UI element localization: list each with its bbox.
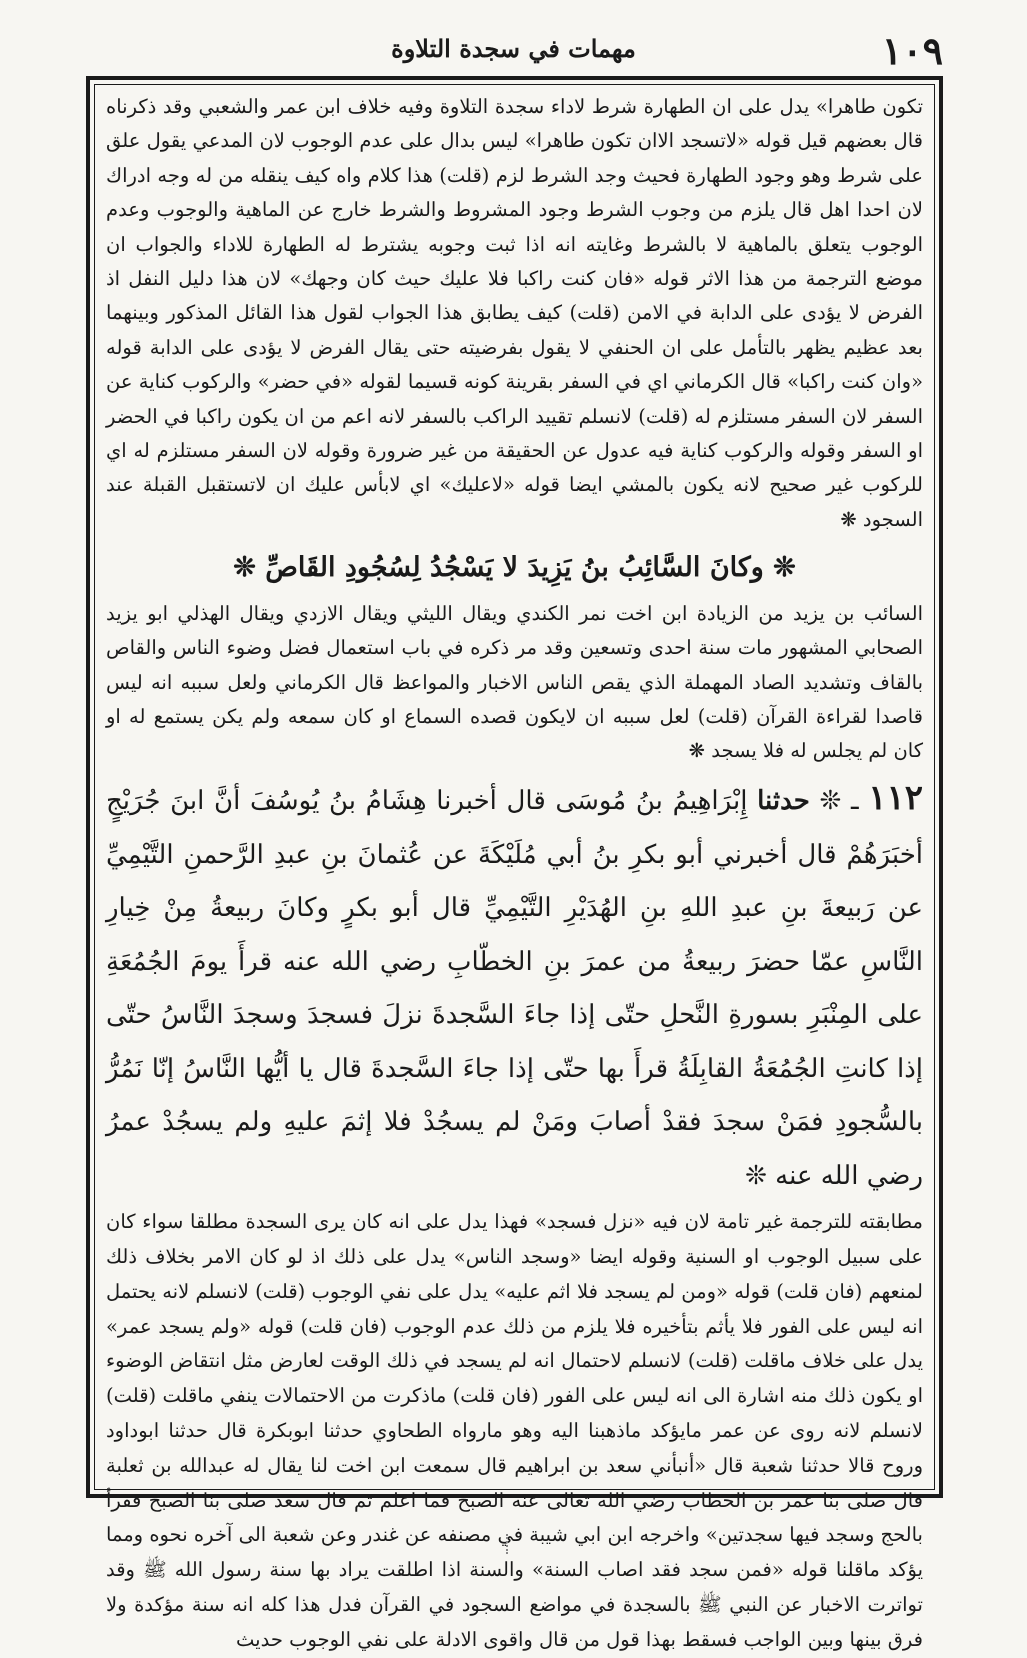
hadith-separator: ـ ❊: [809, 786, 859, 817]
commentary-paragraph-2: السائب بن يزيد من الزيادة ابن اخت نمر الكندي ويقال الليثي ويقال الازدي ويقال الهذلي ابو يزيد الصحابي المشهور مات سنة احدى وتسعين وقد مر ذكره في باب استعمال فضل وضوء الناس والقاص بالقاف وتشديد الصاد المهملة الذي يقص الناس الاخبار والمواعظ قال الكرماني ولعل سببه انه ليس قاصدا لقراءة القرآن (قلت) لعل سببه ان لايكون قصده السماع او كان سمعه ولم يكن يستمع له او كان لم يجلس له فلا يسجد ❋: [106, 602, 923, 763]
commentary-paragraph-3: مطابقته للترجمة غير تامة لان فيه «نزل فسجد» فهذا يدل على انه كان يرى السجدة مطلقا سواء كان على سبيل الوجوب او السنية وقوله ايضا «وسجد الناس» يدل على ذلك اذ لو كان الامر بخلاف ذلك لمنعهم (فان قلت) قوله «ومن لم يسجد فلا اثم عليه» يدل على نفي الوجوب (قلت) لانسلم لانه يحتمل انه ليس على الفور فلا يأثم بتأخيره فلا يلزم من ذلك عدم الوجوب (فان قلت) قوله «ولم يسجد عمر» يدل على خلاف ماقلت (قلت) لانسلم لاحتمال انه لم يسجد في ذلك الوقت لعارض مثل انتقاض الوضوء او يكون ذلك منه اشارة الى انه ليس على الفور (فان قلت) ماذكرت من الاحتمالات ينفي ماقلت (قلت) لانسلم لانه روى عن عمر مايؤكد ماذهبنا اليه وهو مارواه الطحاوي حدثنا ابوبكرة قال حدثنا ابوداود وروح قالا حدثنا شعبة قال «أنبأني سعد بن ابراهيم قال سمعت ابن اخت لنا يقال له عبدالله بن ثعلبة قال صلى بنا عمر بن الخطاب رضي الله تعالى عنه الصبح فما اعلم ثم قال سعد صلى بنا الصبح فقرأ بالحج وسجد فيها سجدتين» واخرجه ابن ابي شيبة في مصنفه عن غندر وعن شعبة الى آخره نحوه ومما يؤكد ماقلنا قوله «فمن سجد فقد اصاب السنة» والسنة اذا اطلقت يراد بها سنة رسول الله ﷺ وقد تواترت الاخبار عن النبي ﷺ بالسجدة في مواضع السجود في القرآن فدل هذا كله انه سنة مؤكدة ولا فرق بينها وبين الواجب فسقط بهذا قول من قال واقوى الادلة على نفي الوجوب حديث: [106, 1210, 923, 1651]
page-content: [106, 90, 924, 1651]
hadith-opener: حدثنا: [757, 786, 810, 817]
page-header: [84, 28, 943, 78]
page-number: ١٠٩: [881, 28, 943, 73]
hadith-number: ١١٢: [868, 778, 924, 819]
hadith-text: [106, 772, 923, 1203]
text-frame: [86, 76, 943, 1651]
page-edge-mark: [506, 1534, 512, 1554]
running-title: مهمات في سجدة التلاوة: [391, 34, 636, 63]
commentary-paragraph-1: تكون طاهرا» يدل على ان الطهارة شرط لاداء سجدة التلاوة وفيه خلاف ابن عمر والشعبي وقد ذكرناه قال بعضهم قيل قوله «لاتسجد الاان تكون طاهرا» ليس بدال على عدم الوجوب لان المدعي يقول علق على شرط وهو وجود الطهارة فحيث وجد الشرط لزم (قلت) هذا كلام واه كيف ينقله من له وجه ادراك لان احدا اهل قال يلزم من وجوب الشرط وجود المشروط والشرط خارج عن الماهية والوجوب وعدم الوجوب يتعلق بالماهية لا بالشرط وغايته انه اذا ثبت وجوبه يشترط له الطهارة للاداء والجواب ان موضع الترجمة من هذا الاثر قوله «فان كنت راكبا فلا عليك حيث كان وجهك» لان هذا دليل النفل اذ الفرض لا يؤدى على الدابة في الامن (قلت) كيف يطابق هذا الجواب لقول هذا القائل المذكور وبينهما بعد عظيم يظهر بالتأمل على ان الحنفي لا يقول بفرضيته حتى يقال الفرض لا يؤدى على الدابة قوله «وان كنت راكبا» قال الكرماني اي في السفر بقرينة كونه قسيما لقوله «في حضر» والركوب كناية عن السفر لان السفر مستلزم له (قلت) لانسلم تقييد الراكب بالسفر لانه اعم من ان يكون راكبا في الحضر او السفر وقوله والركوب كناية فيه عدول عن الحقيقة من غير ضرورة وقوله لان السفر مستلزم له اي للركوب غير صحيح لانه يكون بالمشي ايضا قوله «لاعليك» اي لابأس عليك ان لاتستقبل القبلة عند السجود ❋: [106, 95, 923, 531]
chapter-heading: ❊ وكانَ السَّائِبُ بنُ يَزِيدَ لا يَسْجُدُ لِسُجُودِ القَاصِّ ❊: [233, 552, 796, 584]
hadith-body: إِبْرَاهِيمُ بنُ مُوسَى قال أخبرنا هِشَامُ بنُ يُوسُفَ أنَّ ابنَ جُرَيْجٍ أخبَرَهُمْ قال أخبرني أبو بكرِ بنُ أبي مُلَيْكَةَ عن عُثمانَ بنِ عبدِ الرَّحمنِ التَّيْمِيِّ عن رَبيعةَ بنِ عبدِ اللهِ بنِ الهُدَيْرِ التَّيْمِيِّ قال أبو بكرٍ وكانَ ربيعةُ مِنْ خِيارِ النَّاسِ عمّا حضرَ ربيعةُ من عمرَ بنِ الخطّابِ رضي الله عنه قرأَ يومَ الجُمُعَةِ على المِنْبَرِ بسورةِ النَّحلِ حتّى إذا جاءَ السَّجدةَ نزلَ فسجدَ وسجدَ النَّاسُ حتّى إذا كانتِ الجُمُعَةُ القابِلَةُ قرأَ بها حتّى إذا جاءَ السَّجدةَ قال يا أيُّها النَّاسُ إنّا نَمُرُّ بالسُّجودِ فمَنْ سجدَ فقدْ أصابَ ومَنْ لم يسجُدْ فلا إثمَ عليهِ ولم يسجُدْ عمرُ رضي الله عنه ❊: [106, 786, 923, 1191]
